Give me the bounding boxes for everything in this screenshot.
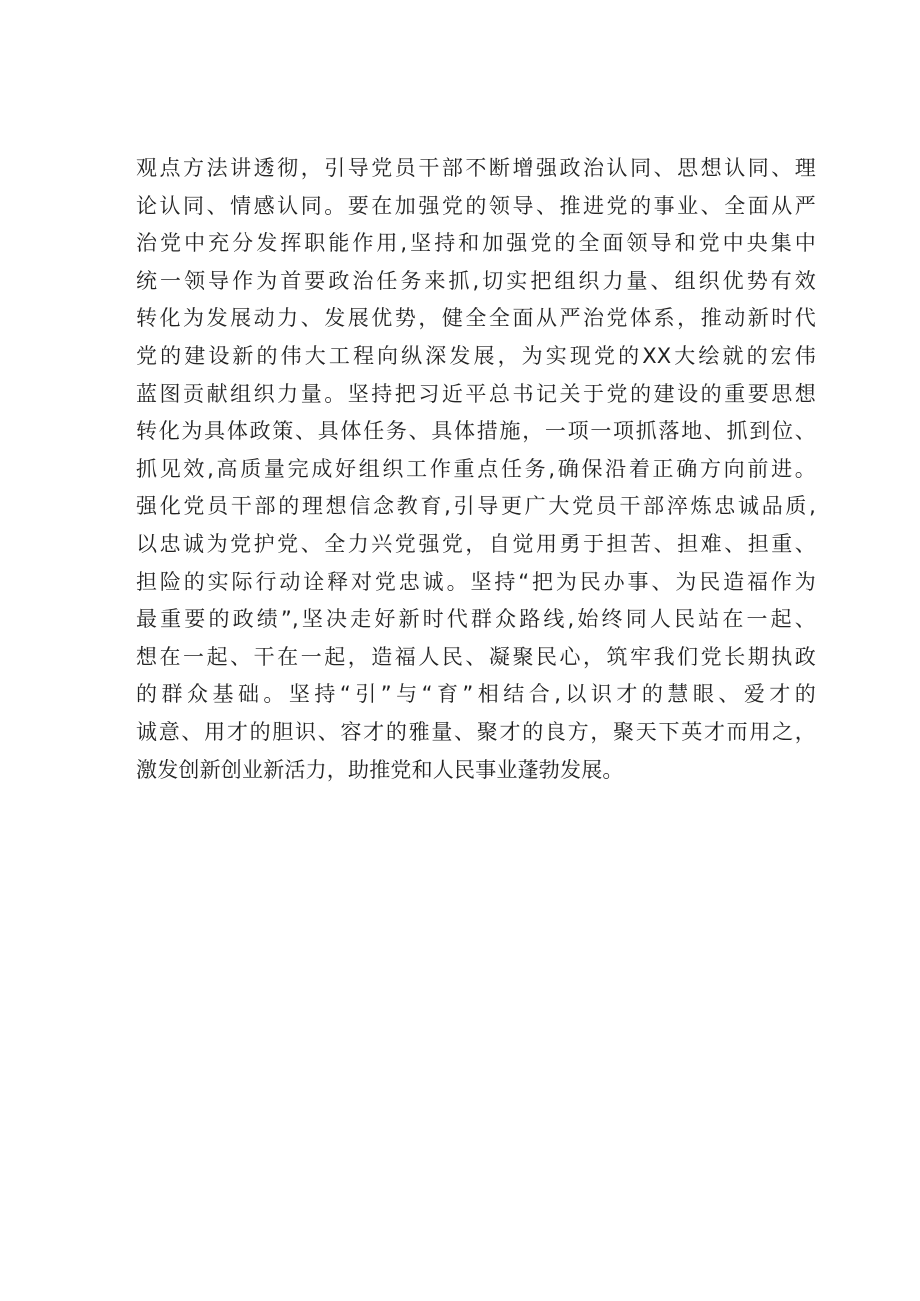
paragraph-line: 蓝图贡献组织力量。坚持把习近平总书记关于党的建设的重要思想	[136, 381, 816, 406]
paragraph-line: 的群众基础。坚持“引”与“育”相结合,以识才的慧眼、爱才的	[136, 682, 816, 707]
paragraph-line: 观点方法讲透彻，引导党员干部不断增强政治认同、思想认同、理	[136, 156, 816, 180]
paragraph-line: 论认同、情感认同。要在加强党的领导、推进党的事业、全面从严	[136, 193, 816, 218]
paragraph-line: 统一领导作为首要政治任务来抓,切实把组织力量、组织优势有效	[136, 268, 816, 293]
paragraph-line: 最重要的政绩”,坚决走好新时代群众路线,始终同人民站在一起、	[136, 607, 816, 632]
paragraph-line: 诚意、用才的胆识、容才的雅量、聚才的良方，聚天下英才而用之，	[136, 719, 816, 744]
paragraph-line: 转化为发展动力、发展优势，健全全面从严治党体系，推动新时代	[136, 306, 816, 331]
paragraph-line: 党的建设新的伟大工程向纵深发展，为实现党的XX大绘就的宏伟	[136, 343, 816, 368]
paragraph-line: 以忠诚为党护党、全力兴党强党，自觉用勇于担苦、担难、担重、	[136, 531, 816, 556]
body-paragraph	[136, 150, 816, 789]
paragraph-line: 想在一起、干在一起，造福人民、凝聚民心，筑牢我们党长期执政	[136, 644, 816, 669]
paragraph-line: 强化党员干部的理想信念教育,引导更广大党员干部淬炼忠诚品质,	[136, 494, 816, 519]
paragraph-line: 转化为具体政策、具体任务、具体措施，一项一项抓落地、抓到位、	[136, 419, 816, 444]
paragraph-line: 激发创新创业新活力，助推党和人民事业蓬勃发展。	[136, 757, 624, 782]
paragraph-line: 治党中充分发挥职能作用,坚持和加强党的全面领导和党中央集中	[136, 231, 816, 256]
paragraph-line: 抓见效,高质量完成好组织工作重点任务,确保沿着正确方向前进。	[136, 456, 816, 481]
paragraph-line: 担险的实际行动诠释对党忠诚。坚持“把为民办事、为民造福作为	[136, 569, 816, 594]
